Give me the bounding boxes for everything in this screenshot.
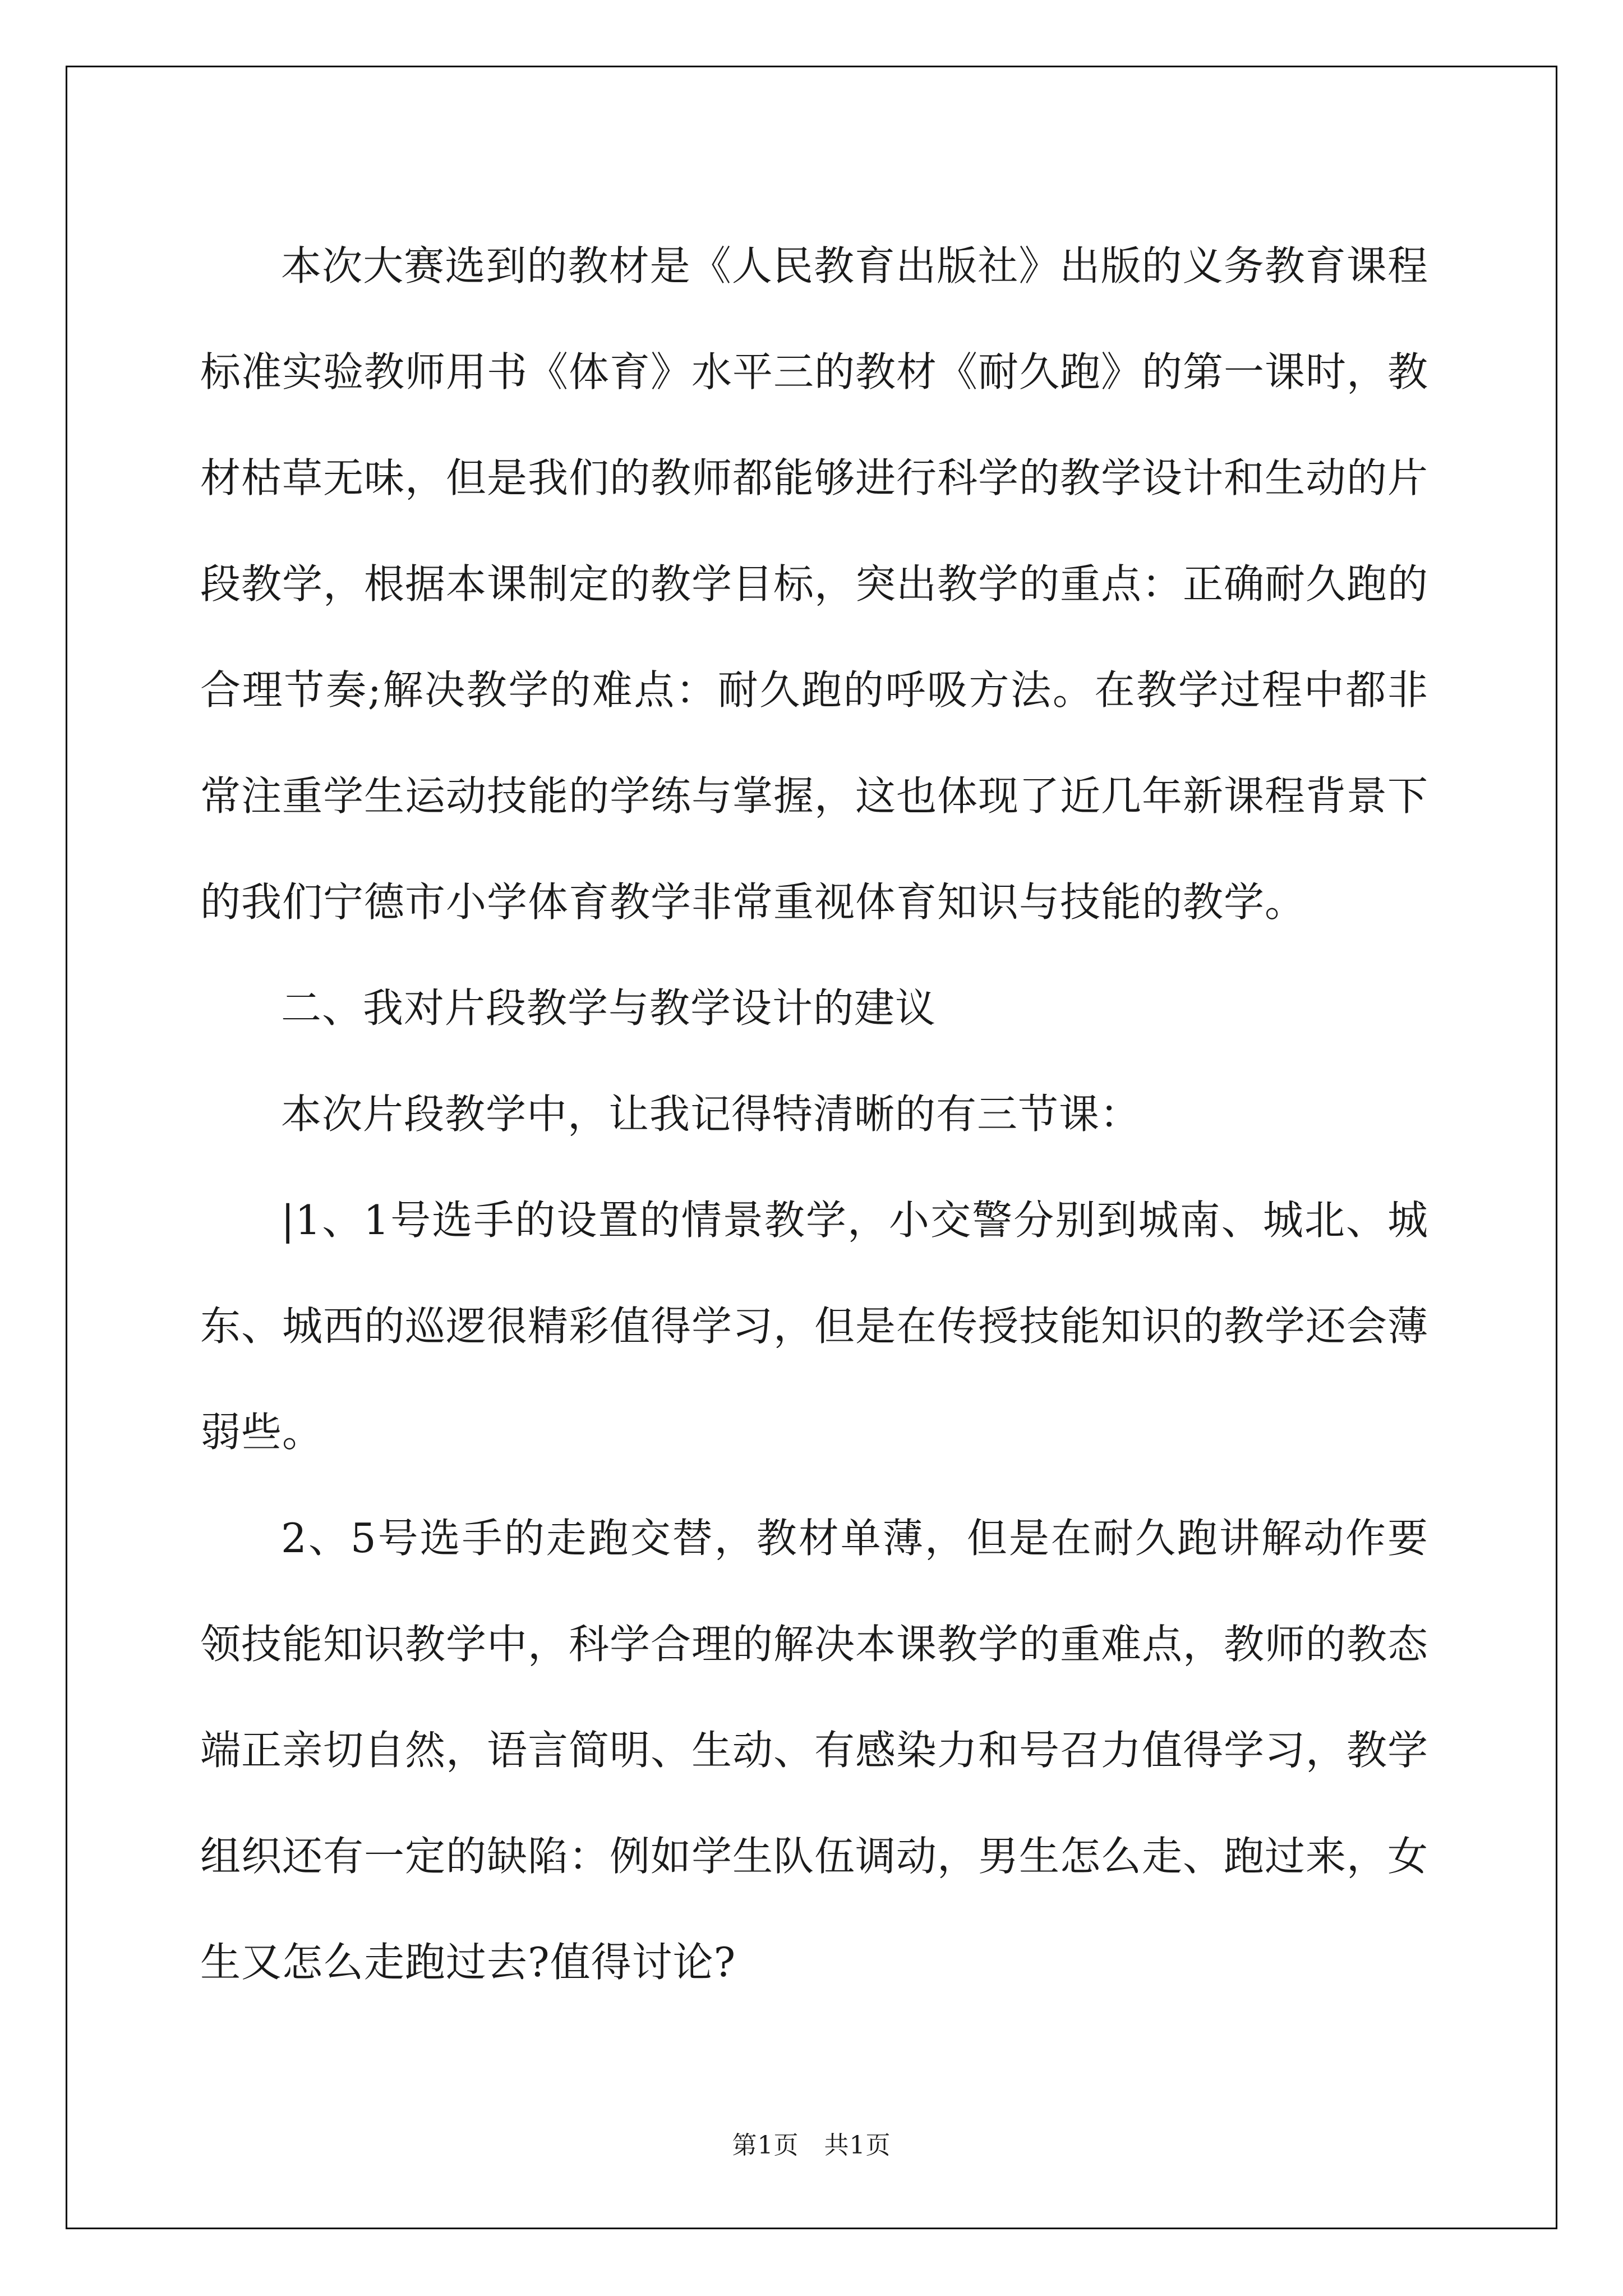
section-heading: 二、我对片段教学与教学设计的建议 [281, 984, 937, 1032]
page-footer [0, 2129, 1623, 2162]
page-total: 共1页 [824, 2131, 891, 2160]
paragraph-lessons-intro: 本次片段教学中，让我记得特清晰的有三节课： [281, 1091, 1141, 1138]
paragraph-item-1: |1、1号选手的设置的情景教学，小交警分别到城南、城北、城东、城西的巡逻很精彩值得学习，但是在传授技能知识的教学还会薄弱些。 [200, 1197, 1429, 1456]
page-number: 第1页 [732, 2131, 799, 2160]
paragraph-textbook-intro: 本次大赛选到的教材是《人民教育出版社》出版的义务教育课程标准实验教师用书《体育》水平三的教材《耐久跑》的第一课时，教材枯草无味，但是我们的教师都能够进行科学的教学设计和生动的片段教学，根据本课制定的教学目标，突出教学的重点：正确耐久跑的合理节奏;解决教学的难点：耐久跑的呼吸方法。在教学过程中都非常注重学生运动技能的学练与掌握，这也体现了近几年新课程背景下的我们宁德市小学体育教学非常重视体育知识与技能的教学。 [200, 242, 1429, 926]
document-body [200, 213, 1428, 2016]
footer-separator [799, 2131, 824, 2160]
paragraph-item-2: 2、5号选手的走跑交替，教材单薄，但是在耐久跑讲解动作要领技能知识教学中，科学合理的解决本课教学的重难点，教师的教态端正亲切自然，语言简明、生动、有感染力和号召力值得学习，教学组织还有一定的缺陷：例如学生队伍调动，男生怎么走、跑过来，女生又怎么走跑过去?值得讨论? [200, 1515, 1429, 1986]
